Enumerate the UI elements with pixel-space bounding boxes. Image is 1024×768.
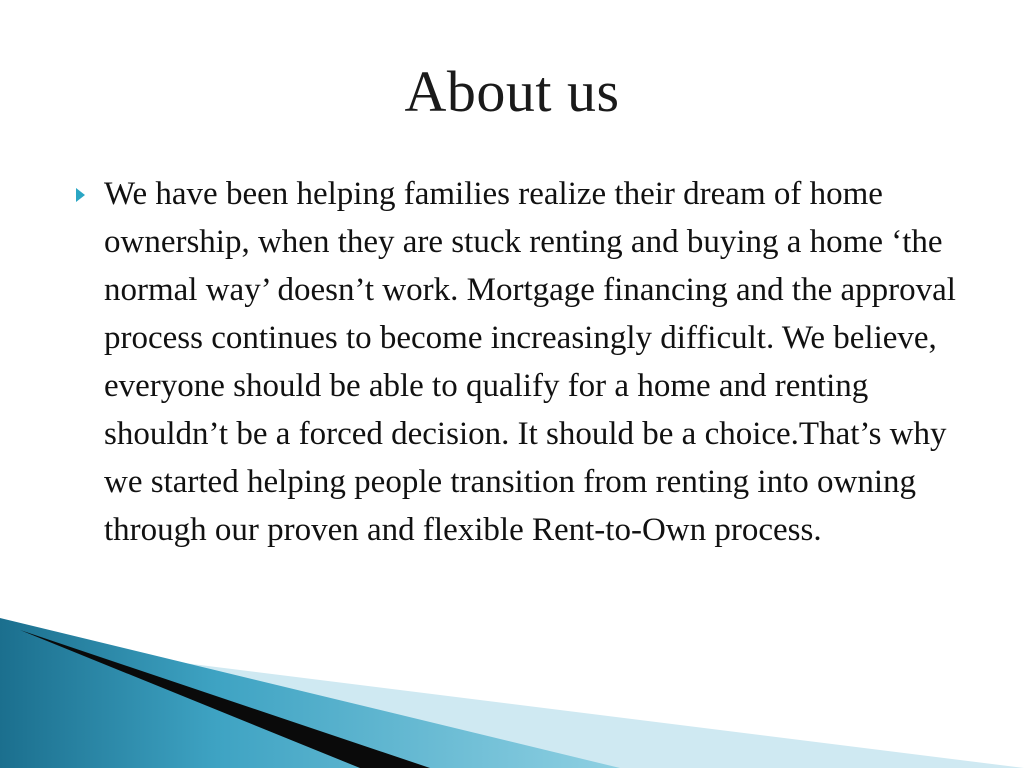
bullet-text: We have been helping families realize their dream of home ownership, when they are stuck renting and buying a home ‘the normal way’ doesn’t work. Mortgage financing and the approval process continues to become increasingly difficult. We believe, everyone should be able to qualify for a home and renting shouldn’t be a forced decision. It should be a choice.That’s why we started helping people transition from renting into owning through our proven and flexible Rent-to-Own process. [104,176,956,548]
triangle-bullet-icon [76,188,85,202]
decorative-swoosh [0,618,1024,768]
slide-title: About us [404,59,620,124]
